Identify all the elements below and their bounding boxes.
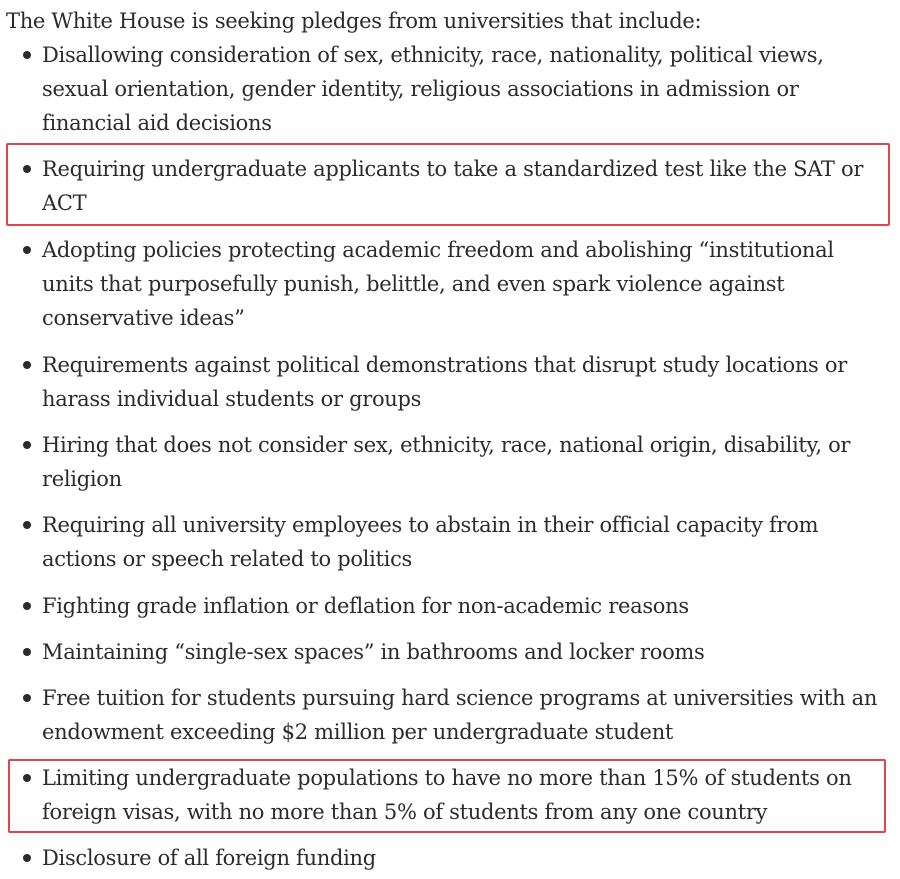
list-item-line: sexual orientation, gender identity, religious associations in admission or bbox=[42, 77, 799, 101]
list-item bbox=[42, 428, 894, 496]
list-item-line: Maintaining “single-sex spaces” in bathrooms and locker rooms bbox=[42, 640, 705, 664]
list-item-line: Requirements against political demonstrations that disrupt study locations or bbox=[42, 353, 847, 377]
list-item bbox=[42, 635, 894, 669]
list-item bbox=[42, 841, 894, 875]
intro-text: The White House is seeking pledges from universities that include: bbox=[6, 9, 702, 33]
bullet bbox=[23, 602, 31, 610]
list-item-line: Disclosure of all foreign funding bbox=[42, 846, 376, 870]
bullet bbox=[23, 774, 31, 782]
list-item bbox=[42, 152, 894, 220]
list-item-line: conservative ideas” bbox=[42, 306, 245, 330]
list-item-line: Limiting undergraduate populations to have no more than 15% of students on bbox=[42, 766, 852, 790]
list-item bbox=[42, 589, 894, 623]
bullet bbox=[23, 854, 31, 862]
bullet bbox=[23, 521, 31, 529]
list-item-line: harass individual students or groups bbox=[42, 387, 422, 411]
list-item bbox=[42, 681, 894, 749]
list-item-line: Requiring all university employees to abstain in their official capacity from bbox=[42, 513, 819, 537]
list-item bbox=[42, 348, 894, 416]
list-item-line: Free tuition for students pursuing hard science programs at universities with an bbox=[42, 686, 878, 710]
bullet bbox=[23, 648, 31, 656]
list-item bbox=[42, 761, 894, 829]
list-item-line: endowment exceeding $2 million per undergraduate student bbox=[42, 720, 674, 744]
list-item-line: Hiring that does not consider sex, ethnicity, race, national origin, disability, or bbox=[42, 433, 851, 457]
list-item-line: Requiring undergraduate applicants to take a standardized test like the SAT or bbox=[42, 157, 864, 181]
bullet bbox=[23, 361, 31, 369]
bullet bbox=[23, 246, 31, 254]
list-item-line: Fighting grade inflation or deflation for non-academic reasons bbox=[42, 594, 689, 618]
list-item bbox=[42, 38, 894, 140]
list-item bbox=[42, 233, 894, 335]
list-item-line: actions or speech related to politics bbox=[42, 547, 413, 571]
bullet bbox=[23, 165, 31, 173]
list-item-line: ACT bbox=[42, 191, 87, 215]
bullet bbox=[23, 441, 31, 449]
list-item-line: financial aid decisions bbox=[42, 111, 272, 135]
list-item bbox=[42, 508, 894, 576]
list-item-line: foreign visas, with no more than 5% of students from any one country bbox=[42, 800, 768, 824]
list-item-line: religion bbox=[42, 467, 122, 491]
list-item-line: units that purposefully punish, belittle, and even spark violence against bbox=[42, 272, 785, 296]
list-item-line: Disallowing consideration of sex, ethnicity, race, nationality, political views, bbox=[42, 43, 824, 67]
bullet bbox=[23, 51, 31, 59]
bullet bbox=[23, 694, 31, 702]
list-item-line: Adopting policies protecting academic freedom and abolishing “institutional bbox=[42, 238, 834, 262]
